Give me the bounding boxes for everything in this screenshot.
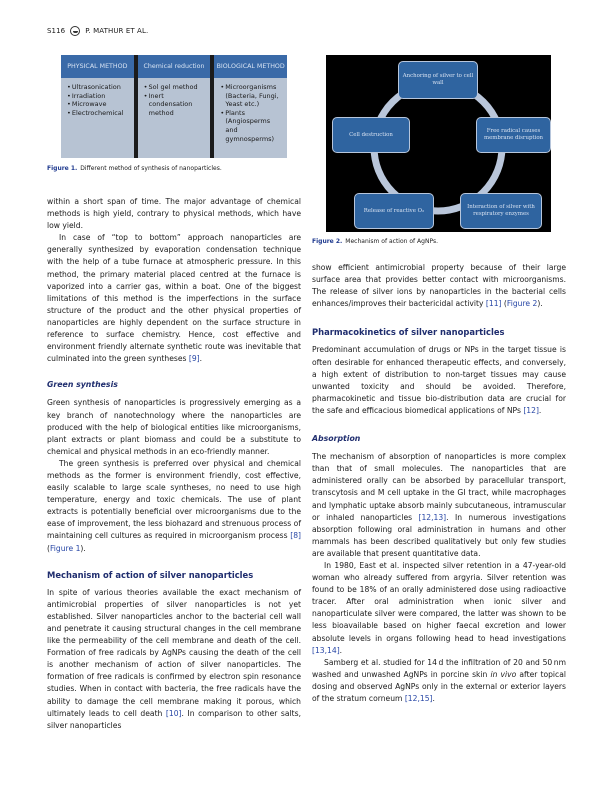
list-item: • Microorganisms (Bacteria, Fungi, Yeast etc.) bbox=[220, 83, 283, 109]
list-item: • Microwave bbox=[67, 100, 130, 109]
step-interaction-enzymes: Interaction of silver with respiratory enzymes bbox=[460, 193, 542, 229]
step-release-oxygen: Release of reactive O₂ bbox=[354, 193, 434, 229]
citation-link[interactable]: [13,14] bbox=[312, 645, 340, 655]
citation-link[interactable]: [11] bbox=[485, 299, 502, 309]
running-authors: P. MATHUR ET AL. bbox=[85, 27, 149, 35]
section-heading-absorption: Absorption bbox=[312, 434, 361, 444]
figure-link[interactable]: Figure 2 bbox=[506, 299, 538, 309]
figure-2-label: Figure 2. bbox=[312, 238, 343, 245]
list-item: • Ultrasonication bbox=[67, 83, 130, 92]
section-heading-green-synthesis: Green synthesis bbox=[47, 380, 118, 390]
figure-2-caption bbox=[312, 238, 438, 245]
list-item: • Electrochemical bbox=[67, 109, 130, 118]
page-number: S116 bbox=[47, 27, 66, 35]
running-header bbox=[47, 26, 148, 36]
paragraph: In 1980, East et al. inspected silver retention in a 47-year-old woman who already suffered from argyria. Silver retention was found to be 18% of an orally administered dose using radioactive tracer. After oral administration when ionic silver and nanoparticulate silver were compared, the latter was shown to be less bioavailable based on higher faecal excretion and lower absolute levels in organs following head to head investigations [13,14]. bbox=[312, 560, 566, 655]
paragraph: In spite of various theories available the exact mechanism of antimicrobial properties of silver nanoparticles is not yet established. Silver nanoparticles anchor to the bacterial cell wall and penetrate it causing structural changes in the cell membrane like the permeability of the cell membrane and death of the cell. Formation of free radicals by AgNPs causing the death of the cell is another mechanism of action of silver nanoparticles. The formation of free radicals is confirmed by electron spin resonance studies. When in contact with bacteria, the free radicals have the ability to damage the cell membrane making it porous, which ultimately leads to cell death [10]. In comparison to other salts, silver nanoparticles bbox=[47, 587, 301, 730]
paragraph: within a short span of time. The major advantage of chemical methods is high yield, contrary to physical methods, which have low yield. bbox=[47, 197, 301, 231]
column-title: PHYSICAL METHOD bbox=[61, 55, 134, 78]
step-anchoring: Anchoring of silver to cell wall bbox=[398, 61, 478, 99]
section-heading-pharmacokinetics: Pharmacokinetics of silver nanoparticles bbox=[312, 327, 505, 338]
paragraph: Predominant accumulation of drugs or NPs in the target tissue is often desirable for enhanced therapeutic effects, and conversely, a high extent of distribution to non-target tissues may cause unwanted toxicity and should be avoided. Therefore, pharmacokinetic and tissue bio-distribution data are crucial for the safe and efficacious biomedical applications of NPs [12]. bbox=[312, 345, 566, 415]
list-item: • Irradiation bbox=[67, 92, 130, 101]
citation-link[interactable]: [8] bbox=[290, 531, 301, 541]
list-item: • Plants (Angiosperms and gymnosperms) bbox=[220, 109, 283, 143]
list-item: • Sol gel method bbox=[144, 83, 207, 92]
paragraph: The green synthesis is preferred over physical and chemical methods as the former is environment friendly, cost effective, easily scalable to large scale syntheses, no need to use high temperature, energy and toxic chemicals. The use of plant extracts is potentially beneficial over microorganisms due to the ease of improvement, the less biohazard and strenuous process of maintaining cell cultures as required in microorganism process [8] (Figure 1). bbox=[47, 458, 301, 553]
figure-2-caption-text: Mechanism of action of AgNPs. bbox=[345, 238, 438, 245]
left-column bbox=[47, 196, 301, 732]
figure-1-synthesis-methods bbox=[61, 55, 287, 158]
citation-link[interactable]: [12,15] bbox=[404, 694, 433, 703]
column-title: BIOLOGICAL METHOD bbox=[214, 55, 287, 78]
paragraph: Green synthesis of nanoparticles is progressively emerging as a key branch of nanotechnology where the nanoparticles are produced with the help of biological entities like microorganisms, plant extracts or plant biomass and could be a substitute to chemical and physical methods in an eco-friendly manner. bbox=[47, 398, 301, 456]
citation-link[interactable]: [12,13] bbox=[418, 512, 447, 522]
right-column bbox=[312, 262, 566, 705]
biological-method-column bbox=[214, 55, 287, 158]
step-cell-destruction: Cell destruction bbox=[332, 117, 410, 153]
chemical-reduction-column bbox=[138, 55, 211, 158]
figure-2-mechanism-cycle bbox=[326, 55, 551, 232]
publisher-logo-icon bbox=[70, 26, 80, 36]
paragraph: Samberg et al. studied for 14 d the infiltration of 20 and 50 nm washed and unwashed AgNPs in porcine skin in vivo after topical dosing and observed AgNPs only in the external or exterior layers of the stratum corneum [12,15]. bbox=[312, 657, 566, 703]
figure-link[interactable]: Figure 1 bbox=[49, 543, 81, 553]
paragraph: show efficient antimicrobial property because of their large surface area that provides better contact with microorganisms. The release of silver ions by nanoparticles in the bacterial cells enhances/improves their bactericidal activity [11] (Figure 2). bbox=[312, 263, 566, 309]
column-title: Chemical reduction bbox=[138, 55, 211, 78]
paragraph: In case of “top to bottom” approach nanoparticles are generally synthesized by evaporation condensation technique with the help of a tube furnace at atmospheric pressure. In this method, the primary material placed centred at the furnace is vaporized into a carrier gas, within a boat. One of the biggest limitations of this method is the imperfections in the surface structure of the product and the other physical properties of nanoparticles are highly dependent on the surface structure in reference to surface chemistry. Hence, cost effective and environment friendly alternate synthetic route was inevitable that culminated into the green syntheses [9]. bbox=[47, 233, 301, 364]
paragraph: The mechanism of absorption of nanoparticles is more complex than that of small molecules. The nanoparticles that are administered orally can be absorbed by paracellular transport, transcytosis and M cell uptake in the GI tract, while macrophages and lymphatic uptake absorb mainly subcutaneous, intramuscular or inhaled nanoparticles [12,13]. In numerous investigations absorption following oral administration in humans and other mammals has been described qualitatively but only few studies are available that present quantitative data. bbox=[312, 452, 566, 558]
citation-link[interactable]: [12] bbox=[523, 405, 539, 415]
step-free-radical: Free radical causes membrane disruption bbox=[476, 117, 551, 153]
physical-method-column bbox=[61, 55, 134, 158]
figure-1-caption bbox=[47, 165, 222, 172]
section-heading-mechanism: Mechanism of action of silver nanoparticles bbox=[47, 569, 254, 580]
citation-link[interactable]: [10] bbox=[165, 708, 182, 718]
citation-link[interactable]: [9] bbox=[188, 354, 200, 364]
figure-1-caption-text: Different method of synthesis of nanoparticles. bbox=[80, 165, 222, 172]
list-item: • Inert condensation method bbox=[144, 92, 207, 118]
figure-1-label: Figure 1. bbox=[47, 165, 78, 172]
